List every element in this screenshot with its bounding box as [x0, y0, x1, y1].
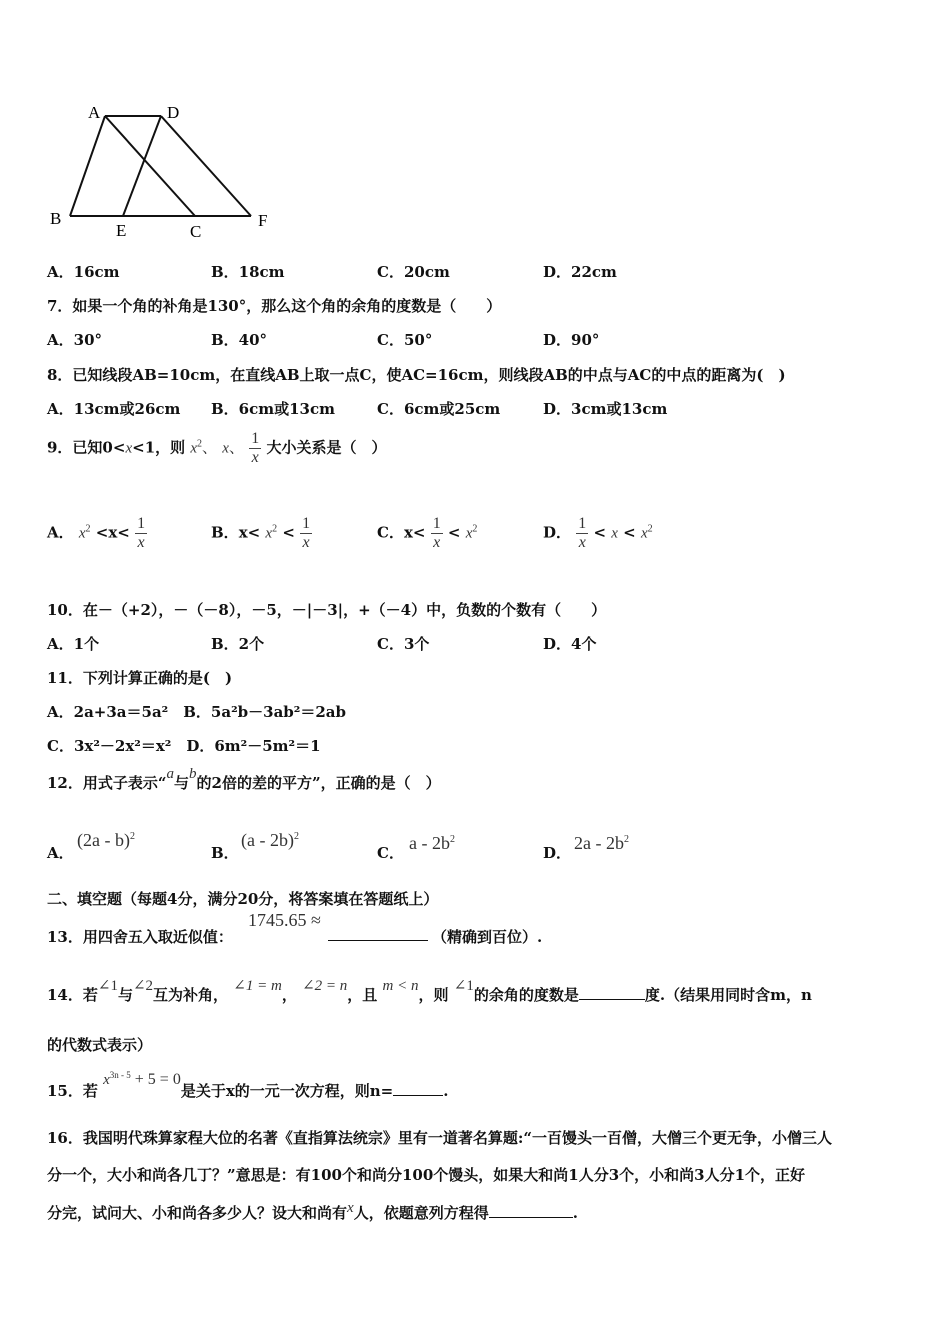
q9-option-a: A． $x^2 <x<$ $\frac{1}{x}$	[47, 515, 146, 551]
label-d: D	[167, 103, 180, 122]
q9-option-b: B．$x< x^2$ < $\frac{1}{x}$	[211, 515, 311, 551]
q12-option-d-label: D．	[543, 844, 572, 862]
q8-stem: 8．已知线段AB=10cm，在直线AB上取一点C，使AC=16cm，则线段AB的中点与AC的中点的距离为( )	[47, 366, 786, 384]
q11-options-line1: A．2a+3a＝5a² B．5a²b－3ab²＝2ab	[47, 703, 346, 721]
label-a: A	[88, 103, 101, 122]
q9-option-c: C．x< $\frac{1}{x}$ < $x^2$	[377, 515, 478, 551]
q12-option-b: (a - 2b)$^2$	[241, 830, 299, 850]
q16-line3: 分完，试问大、小和尚各多少人？设大和尚有x人，依题意列方程得 .	[47, 1200, 578, 1222]
q14-stem: 14．若∠1与∠2互为补角， ∠1 = m， ∠2 = n，且 m < n，则 ∠1的余角的度数是 度.（结果用同时含m，n	[47, 978, 812, 1004]
q16-line2: 分一个，大小和尚各几丁？”意思是：有100个和尚分100个馒头，如果大和尚1人分3个，小和尚3人分1个，正好	[47, 1166, 806, 1184]
q13-value: 1745.65 ≈	[248, 910, 321, 930]
q10-option-a: A．1个	[47, 635, 100, 653]
q8-option-b: B．6cm或13cm	[211, 400, 335, 418]
q12-option-b-label: B．	[211, 844, 239, 862]
q16-line1: 16．我国明代珠算家程大位的名著《直指算法统宗》里有一道著名算题:“一百馒头一百僧，大僧三个更无争，小僧三人	[47, 1129, 833, 1147]
label-c: C	[190, 222, 202, 240]
q10-stem: 10．在－（+2），－（－8），－5，－|－3|，+（－4）中，负数的个数有（ ）	[47, 601, 607, 619]
q12-stem: 12．用式子表示“a与b的2倍的差的平方”，正确的是（ ）	[47, 766, 441, 792]
q16-answer-blank[interactable]	[489, 1217, 573, 1218]
section-2-title: 二、填空题（每题4分，满分20分，将答案填在答题纸上）	[47, 890, 439, 908]
q7-option-b: B．40°	[211, 331, 268, 349]
q13-stem-pre: 13．用四舍五入取近似值：	[47, 928, 233, 946]
q13-answer-blank[interactable]	[328, 940, 428, 941]
q15-answer-blank[interactable]	[393, 1095, 443, 1096]
q11-options-line2: C．3x²－2x²＝x² D．6m²－5m²＝1	[47, 737, 321, 755]
q12-option-c: a - $2b^2$	[409, 833, 455, 853]
q9-stem: 9．已知0<x<1，则 $x^2$、 x、 $\frac{1}{x}$ 大小关系是（ ）	[47, 430, 387, 466]
label-f: F	[258, 211, 268, 230]
q11-stem: 11．下列计算正确的是( )	[47, 669, 233, 687]
q14-stem-line2: 的代数式表示）	[47, 1036, 153, 1054]
q15-stem: 15．若 $x^{3n - 5} + 5 = 0$是关于x的一元一次方程，则n= .	[47, 1070, 449, 1100]
q7-option-a: A．30°	[47, 331, 103, 349]
q12-option-d: $2a - 2b^2$	[574, 833, 629, 853]
q12-option-a-label: A．	[47, 844, 74, 862]
q6-option-c: C．20cm	[377, 263, 450, 281]
label-b: B	[50, 209, 62, 228]
q10-option-c: C．3个	[377, 635, 430, 653]
q8-option-a: A．13cm或26cm	[47, 400, 181, 418]
q14-answer-blank[interactable]	[579, 999, 645, 1000]
q7-stem: 7．如果一个角的补角是130°，那么这个角的余角的度数是（ ）	[47, 297, 502, 315]
q6-option-a: A．16cm	[47, 263, 120, 281]
q6-option-b: B．18cm	[211, 263, 285, 281]
q10-option-d: D．4个	[543, 635, 597, 653]
q8-option-d: D．3cm或13cm	[543, 400, 668, 418]
label-e: E	[116, 221, 127, 240]
q8-option-c: C．6cm或25cm	[377, 400, 501, 418]
q12-option-c-label: C．	[377, 844, 404, 862]
q13-stem-post: （精确到百位）.	[432, 928, 543, 946]
q7-option-c: C．50°	[377, 331, 433, 349]
q6-option-d: D．22cm	[543, 263, 617, 281]
q12-option-a: (2a - b)$^2$	[77, 830, 135, 850]
geometry-figure	[40, 100, 280, 240]
q7-option-d: D．90°	[543, 331, 600, 349]
q9-option-d: D． $\frac{1}{x}$ < $x < x^2$	[543, 515, 653, 551]
q10-option-b: B．2个	[211, 635, 265, 653]
